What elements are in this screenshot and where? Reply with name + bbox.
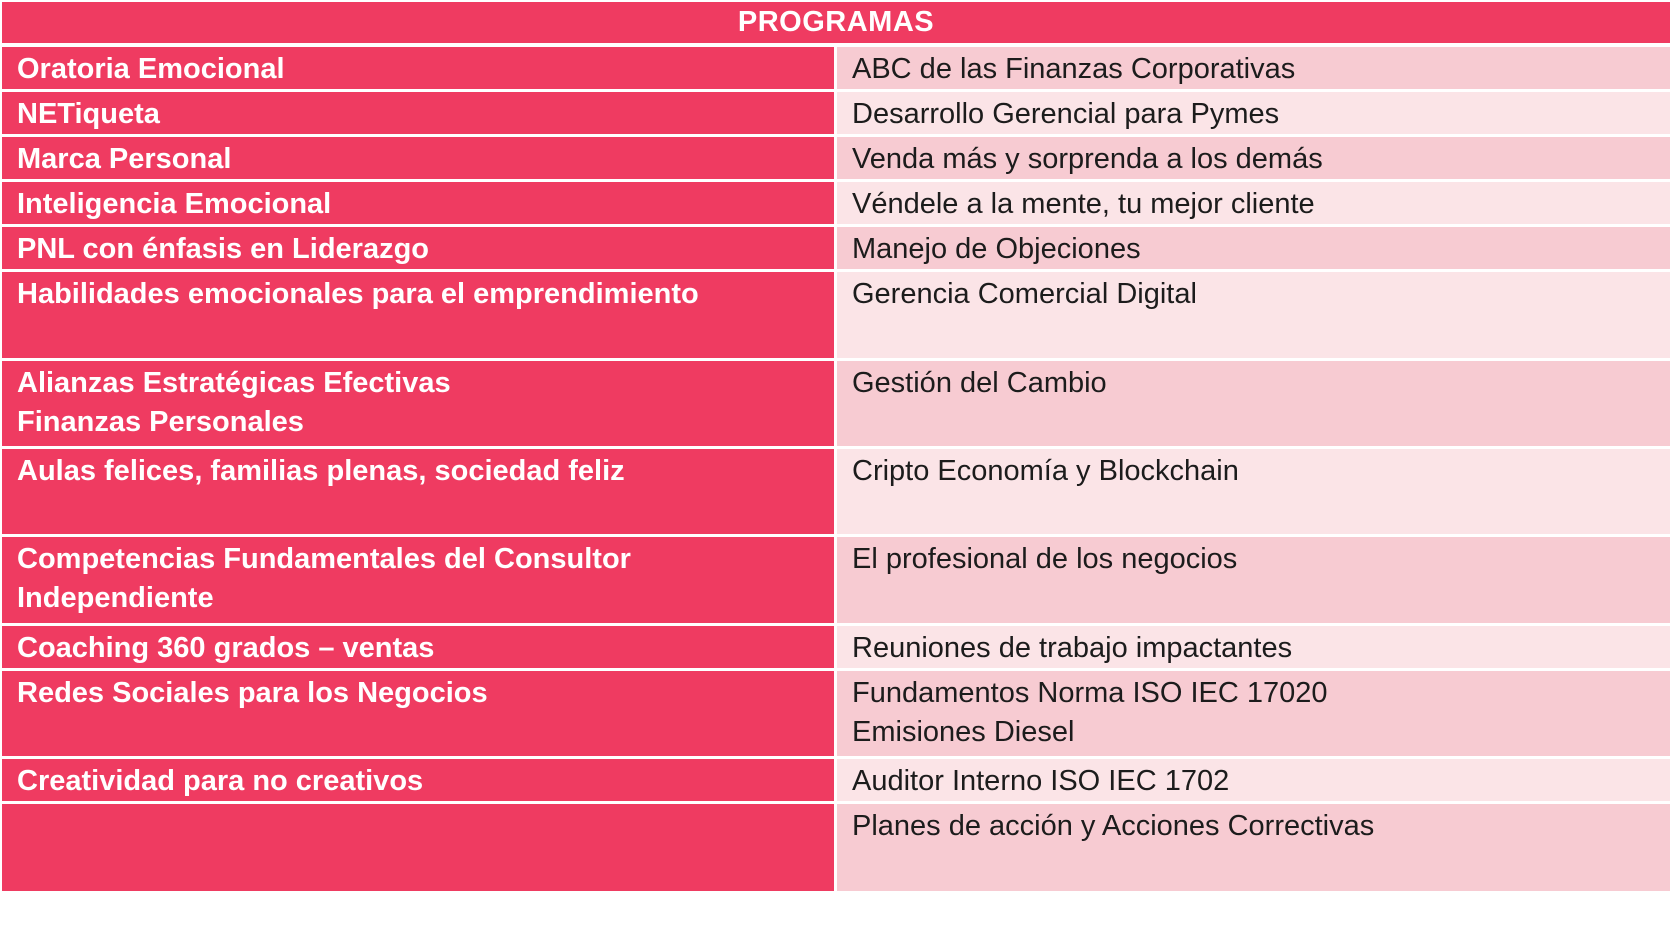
program-cell-right [837,272,1670,361]
program-cell-right [837,92,1670,137]
program-name: Gerencia Comercial Digital [852,278,1197,310]
table-header: PROGRAMAS [2,2,1670,43]
program-name: Redes Sociales para los Negocios [17,677,488,709]
program-cell-right [837,449,1670,537]
table-row [2,449,1670,537]
program-cell-right [837,759,1670,804]
program-cell-left [2,449,837,537]
program-name: Fundamentos Norma ISO IEC 17020 [852,677,1328,709]
program-name: Auditor Interno ISO IEC 1702 [852,765,1230,797]
table-row [2,182,1670,227]
program-cell-left [2,626,837,671]
program-name: NETiqueta [17,98,160,130]
program-cell-left [2,137,837,182]
program-name: Reuniones de trabajo impactantes [852,632,1293,664]
program-name: Venda más y sorprenda a los demás [852,143,1323,175]
table-row [2,361,1670,449]
table-row [2,759,1670,804]
program-cell-right [837,227,1670,272]
program-cell-right [837,537,1670,626]
program-name: Planes de acción y Acciones Correctivas [852,810,1375,842]
program-name: Gestión del Cambio [852,367,1107,399]
table-row [2,626,1670,671]
program-cell-left [2,92,837,137]
table-row [2,804,1670,894]
table-row [2,537,1670,626]
programs-table [2,47,1670,894]
program-cell-left [2,671,837,759]
program-cell-left [2,759,837,804]
program-name: Manejo de Objeciones [852,233,1141,265]
program-name: Cripto Economía y Blockchain [852,455,1239,487]
program-cell-right [837,182,1670,227]
table-row [2,92,1670,137]
program-name: Emisiones Diesel [852,716,1075,748]
program-name: Véndele a la mente, tu mejor cliente [852,188,1315,220]
program-name: Creatividad para no creativos [17,765,424,797]
program-cell-left [2,804,837,894]
table-row [2,227,1670,272]
program-cell-left [2,361,837,449]
program-name: Habilidades emocionales para el emprendimiento [17,278,699,310]
program-cell-left [2,182,837,227]
program-name: El profesional de los negocios [852,543,1238,575]
table-row [2,47,1670,92]
program-name: PNL con énfasis en Liderazgo [17,233,430,265]
table-row [2,671,1670,759]
program-name: Finanzas Personales [17,406,304,438]
program-name: Independiente [17,582,214,614]
program-name: Aulas felices, familias plenas, sociedad feliz [17,455,625,487]
program-name: Competencias Fundamentales del Consultor [17,543,631,575]
program-cell-right [837,804,1670,894]
program-cell-left [2,47,837,92]
program-name: Marca Personal [17,143,232,175]
program-name: Desarrollo Gerencial para Pymes [852,98,1280,130]
program-name: Inteligencia Emocional [17,188,332,220]
program-cell-right [837,137,1670,182]
program-name: ABC de las Finanzas Corporativas [852,53,1296,85]
program-cell-right [837,361,1670,449]
program-cell-left [2,272,837,361]
table-row [2,272,1670,361]
program-cell-right [837,47,1670,92]
program-name: Coaching 360 grados – ventas [17,632,435,664]
program-cell-right [837,671,1670,759]
program-cell-left [2,537,837,626]
program-cell-right [837,626,1670,671]
program-cell-left [2,227,837,272]
program-name: Alianzas Estratégicas Efectivas [17,367,451,399]
table-row [2,137,1670,182]
program-name: Oratoria Emocional [17,53,285,85]
